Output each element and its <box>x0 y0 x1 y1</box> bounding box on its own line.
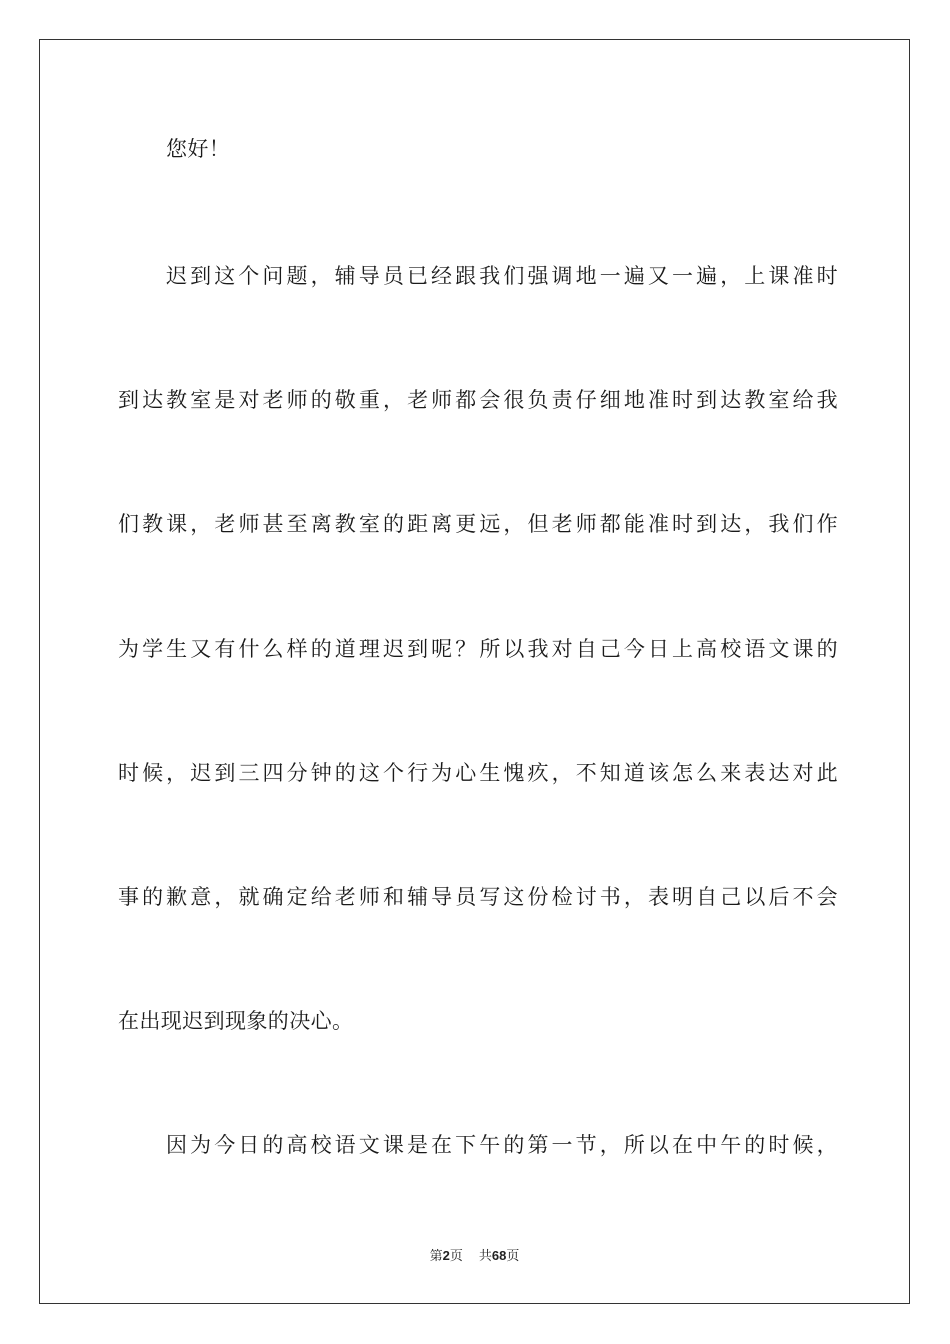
page-number: 2 <box>442 1248 450 1263</box>
paragraph-line-4: 为学生又有什么样的道理迟到呢？所以我对自己今日上高校语文课的 <box>118 637 838 661</box>
total-suffix: 页 <box>506 1249 520 1264</box>
paragraph-line-3: 们教课，老师甚至离教室的距离更远，但老师都能准时到达，我们作 <box>118 512 838 536</box>
document-page <box>39 39 910 1304</box>
paragraph-line-8: 因为今日的高校语文课是在下午的第一节，所以在中午的时候， <box>166 1133 838 1157</box>
paragraph-line-7: 在出现迟到现象的决心。 <box>118 1009 354 1033</box>
page-prefix: 第 <box>429 1249 443 1264</box>
paragraph-line-5: 时候，迟到三四分钟的这个行为心生愧疚，不知道该怎么来表达对此 <box>118 761 838 785</box>
total-pages: 68 <box>491 1248 507 1263</box>
page-suffix: 页 <box>449 1249 463 1264</box>
paragraph-line-1: 迟到这个问题，辅导员已经跟我们强调地一遍又一遍，上课准时 <box>166 264 838 288</box>
paragraph-line-2: 到达教室是对老师的敬重，老师都会很负责仔细地准时到达教室给我 <box>118 388 838 412</box>
total-prefix: 共 <box>478 1249 492 1264</box>
greeting-line: 您好！ <box>166 137 231 161</box>
paragraph-line-6: 事的歉意，就确定给老师和辅导员写这份检讨书，表明自己以后不会 <box>118 885 838 909</box>
page-footer <box>40 1248 909 1265</box>
